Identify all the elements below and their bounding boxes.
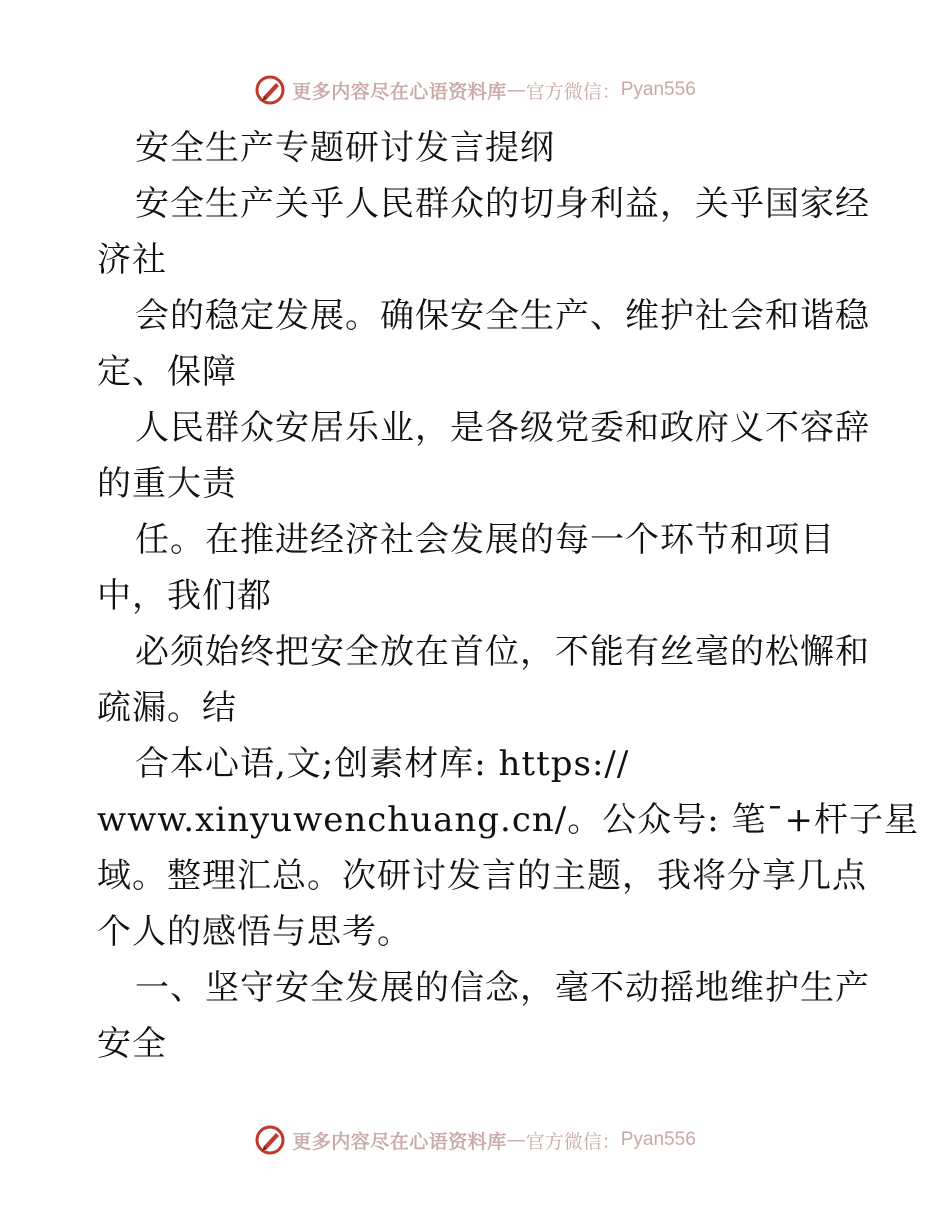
- paragraph-line: 定、保障: [97, 352, 237, 392]
- banner-contact-label: 官方微信：: [525, 80, 621, 103]
- banner-contact-id: Pyan556: [620, 79, 696, 100]
- pen-logo-icon: [254, 74, 286, 106]
- paragraph-line: 安全生产关乎人民群众的切身利益，关乎国家经: [135, 184, 870, 224]
- paragraph-line: 域。整理汇总。次研讨发言的主题，我将分享几点: [97, 856, 867, 896]
- banner-title: 更多内容尽在心语资料库: [292, 80, 507, 103]
- paragraph-line: 人民群众安居乐业，是各级党委和政府义不容辞: [135, 408, 870, 448]
- paragraph-line: 必须始终把安全放在首位，不能有丝毫的松懈和: [135, 632, 870, 672]
- header-banner: [0, 70, 950, 110]
- paragraph-line: 安全: [97, 1024, 167, 1064]
- document-body: [97, 120, 919, 1072]
- banner-separator: —: [506, 79, 526, 101]
- section-heading: 一、坚守安全发展的信念，毫不动摇地维护生产: [135, 968, 870, 1008]
- paragraph-line: www.xinyuwenchuang.cn/。公众号: 笔¯+杆子星: [97, 800, 919, 840]
- paragraph-line: 的重大责: [97, 464, 237, 504]
- paragraph-line: 济社: [97, 240, 167, 280]
- pen-logo-icon: [254, 1124, 286, 1156]
- paragraph-line: 会的稳定发展。确保安全生产、维护社会和谐稳: [135, 296, 870, 336]
- banner-separator: —: [506, 1129, 526, 1151]
- banner-title: 更多内容尽在心语资料库: [292, 1130, 507, 1153]
- paragraph-line: 中，我们都: [97, 576, 272, 616]
- paragraph-line: 任。在推进经济社会发展的每一个环节和项目: [135, 520, 835, 560]
- footer-banner: [0, 1120, 950, 1160]
- paragraph-line: 个人的感悟与思考。: [97, 912, 412, 952]
- banner-contact-label: 官方微信：: [525, 1130, 621, 1153]
- document-title: 安全生产专题研讨发言提纲: [135, 128, 555, 168]
- banner-contact-id: Pyan556: [620, 1129, 696, 1150]
- paragraph-line: 疏漏。结: [97, 688, 237, 728]
- paragraph-line: 合本心语,文;创素材库: https://: [135, 744, 630, 784]
